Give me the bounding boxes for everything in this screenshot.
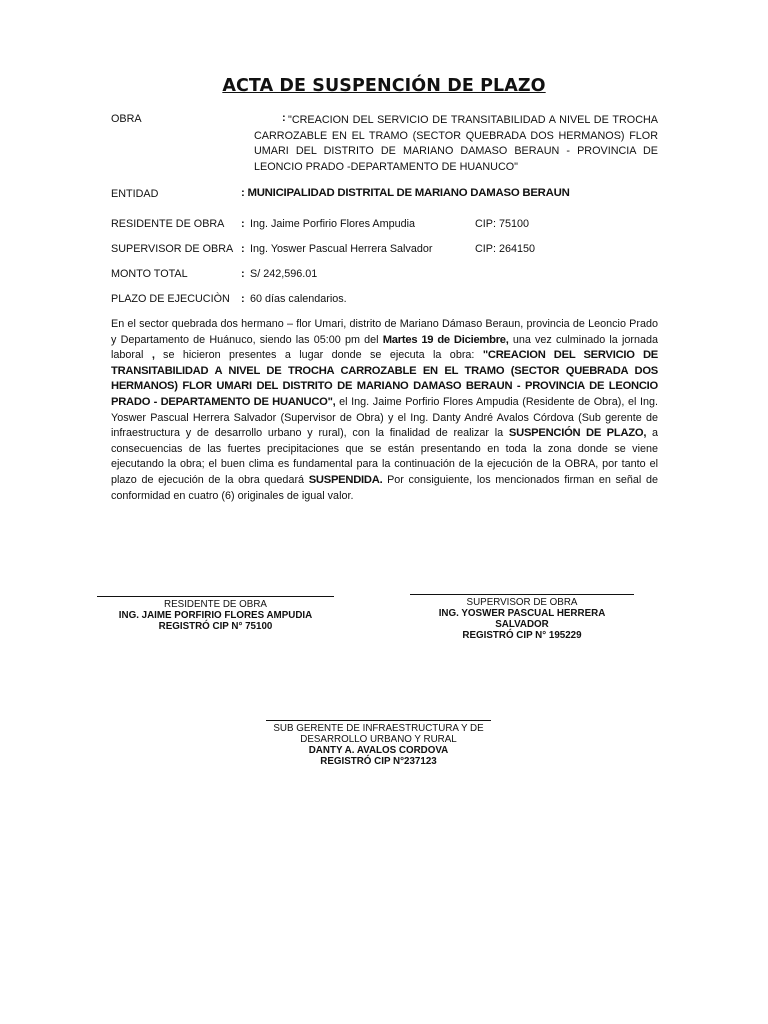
body-text-2: una vez culminado la jornada laboral [111,333,659,362]
signature-name: DANTY A. AVALOS CORDOVA [308,745,449,756]
plazo-value: 60 días calendarios. [250,293,347,305]
residente-colon: : [241,218,245,230]
signature-cip: REGISTRÓ CIP N° 195229 [462,630,582,641]
obra-colon: : [282,112,286,124]
supervisor-colon: : [241,243,245,255]
signature-line [266,720,491,721]
monto-colon: : [241,268,245,280]
plazo-colon: : [241,293,245,305]
document-title: ACTA DE SUSPENCIÓN DE PLAZO [222,76,546,96]
obra-value: "CREACION DEL SERVICIO DE TRANSITABILIDAD A NIVEL DE TROCHA CARROZABLE EN EL TRAMO (SECTOR QUEBRADA DOS HERMANOS) FLOR UMARI DEL DISTRITO DE MARIANO DAMASO BERAUN - PROVINCIA DE LEONCIO PRADO -DEPARTAMENTO DE HUANUCO" [254,114,658,174]
body-text-4: el Ing. Jaime Porfirio Flores Ampudia (Residente de Obra), el Ing. Yoswer Pascual Herrera Salvador (Supervisor de Obra) y el Ing. Danty André Avalos Córdova (Sub gerente de infraestructura y de desarrollo urbano y rural), con la finalidad de realizar la [111,395,658,440]
signature-cip: REGISTRÓ CIP N°237123 [320,756,437,767]
signature-cip: REGISTRÓ CIP N° 75100 [158,621,273,632]
body-suspendida: SUSPENDIDA. [308,473,383,486]
body-date: Martes 19 de Diciembre, [382,333,509,346]
body-obra-name: "CREACION DEL SERVICIO DE TRANSITABILIDAD A NIVEL DE TROCHA CARROZABLE EN EL TRAMO (SECTOR QUEBRADA DOS HERMANOS) FLOR UMARI DEL DISTRITO DE MARIANO DAMASO BERAUN - PROVINCIA DE LEONCIO PRADO - DEPARTAMENTO DE HUANUCO", [111,349,658,408]
signature-residente [97,596,334,632]
signature-line [97,596,334,597]
body-text-3: se hicieron presentes a lugar donde se ejecuta la obra: [154,349,483,362]
residente-label: RESIDENTE DE OBRA [111,218,225,230]
monto-value: S/ 242,596.01 [250,268,318,280]
supervisor-value: Ing. Yoswer Pascual Herrera Salvador [250,243,433,255]
signature-role: RESIDENTE DE OBRA [164,599,267,610]
body-paragraph [111,317,658,504]
residente-value: Ing. Jaime Porfirio Flores Ampudia [250,218,416,230]
body-text-1: En el sector quebrada dos hermano – flor Umari, distrito de Mariano Dámaso Beraun, provincia de Leoncio Prado y Departamento de Huánuco, siendo las 05:00 pm del [111,318,658,346]
body-comma: , [151,349,155,362]
plazo-label: PLAZO DE EJECUCIÒN [111,293,230,305]
body-suspension: SUSPENCIÓN DE PLAZO, [508,427,647,440]
obra-label: OBRA [111,113,142,125]
signature-line [410,594,634,595]
signature-name: ING. JAIME PORFIRIO FLORES AMPUDIA [118,610,313,621]
signature-supervisor [410,594,634,641]
supervisor-label: SUPERVISOR DE OBRA [111,243,234,255]
supervisor-cip: CIP: 264150 [475,243,536,255]
entidad-label: ENTIDAD [111,188,159,200]
body-text-6: Por consiguiente, los mencionados firman en señal de conformidad en cuatro (6) originales de igual valor. [111,473,658,502]
signature-name: ING. YOSWER PASCUAL HERRERA SALVADOR [438,608,606,630]
signature-role: SUPERVISOR DE OBRA [466,597,578,608]
residente-cip: CIP: 75100 [475,218,530,230]
signature-role: SUB GERENTE DE INFRAESTRUCTURA Y DE DESARROLLO URBANO Y RURAL [273,723,484,745]
signature-subgerente [266,720,491,767]
body-text-5: a consecuencias de las fuertes precipitaciones que se están presentando en toda la zona donde se viene ejecutando la obra; el buen clima es fundamental para la continuación de la ejecución de la OBRA, por tanto el plazo de ejecución de la obra quedará [111,427,658,486]
entidad-value: : MUNICIPALIDAD DISTRITAL DE MARIANO DAMASO BERAUN [241,187,570,199]
monto-label: MONTO TOTAL [111,268,188,280]
